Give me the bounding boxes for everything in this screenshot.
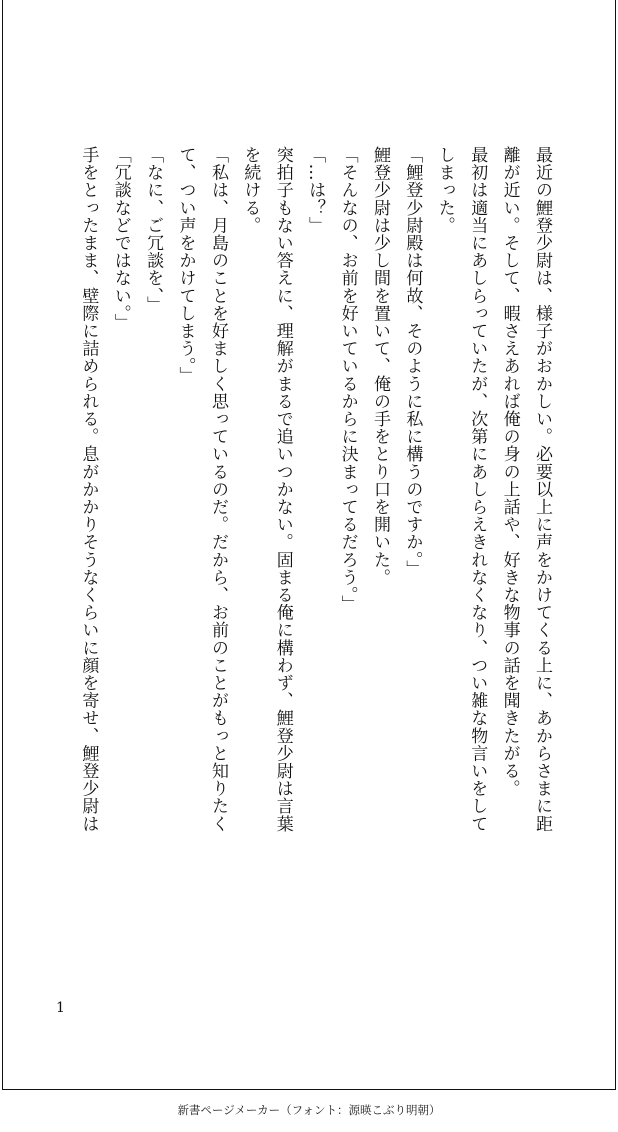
- text-line: を続ける。: [240, 146, 261, 234]
- text-line: 「そんなの、お前を好いているからに決まってるだろう。」: [337, 146, 358, 613]
- text-line: て、つい声をかけてしまう。」: [175, 146, 196, 384]
- text-line: 最初は適当にあしらっていたが、次第にあしらえきれなくなり、つい雑な物言いをして: [467, 146, 488, 833]
- vertical-text-body: [72, 146, 558, 936]
- text-line: 「冗談などではない。」: [110, 146, 131, 332]
- text-line: 手をとったまま、壁際に詰められる。息がかかりそうなくらいに顔を寄せ、鯉登少尉は: [78, 146, 99, 833]
- text-line: 「…は？」: [305, 146, 326, 234]
- text-line: しまった。: [434, 146, 455, 234]
- text-line: 鯉登少尉は少し間を置いて、俺の手をとり口を開いた。: [369, 146, 390, 586]
- text-line: 最近の鯉登少尉は、様子がおかしい。必要以上に声をかけてくる上に、あからさまに距: [532, 146, 552, 833]
- text-line: 突拍子もない答えに、理解がまるで追いつかない。固まる俺に構わず、鯉登少尉は言葉: [272, 146, 293, 833]
- page-number: 1: [56, 1000, 65, 1016]
- footer-credit: 新書ページメーカー（フォント：源暎こぶり明朝）: [177, 1103, 441, 1117]
- text-line: 「なに、ご冗談を、」: [143, 146, 164, 314]
- text-line: 「鯉登少尉殿は何故、そのように私に構うのですか。」: [402, 146, 423, 578]
- text-line: 離が近い。そして、暇さえあれば俺の身の上話や、好きな物事の話を聞きたがる。: [499, 146, 520, 798]
- text-line: 「私は、月島のことを好ましく思っているのだ。だから、お前のことがもっと知りたく: [207, 146, 228, 833]
